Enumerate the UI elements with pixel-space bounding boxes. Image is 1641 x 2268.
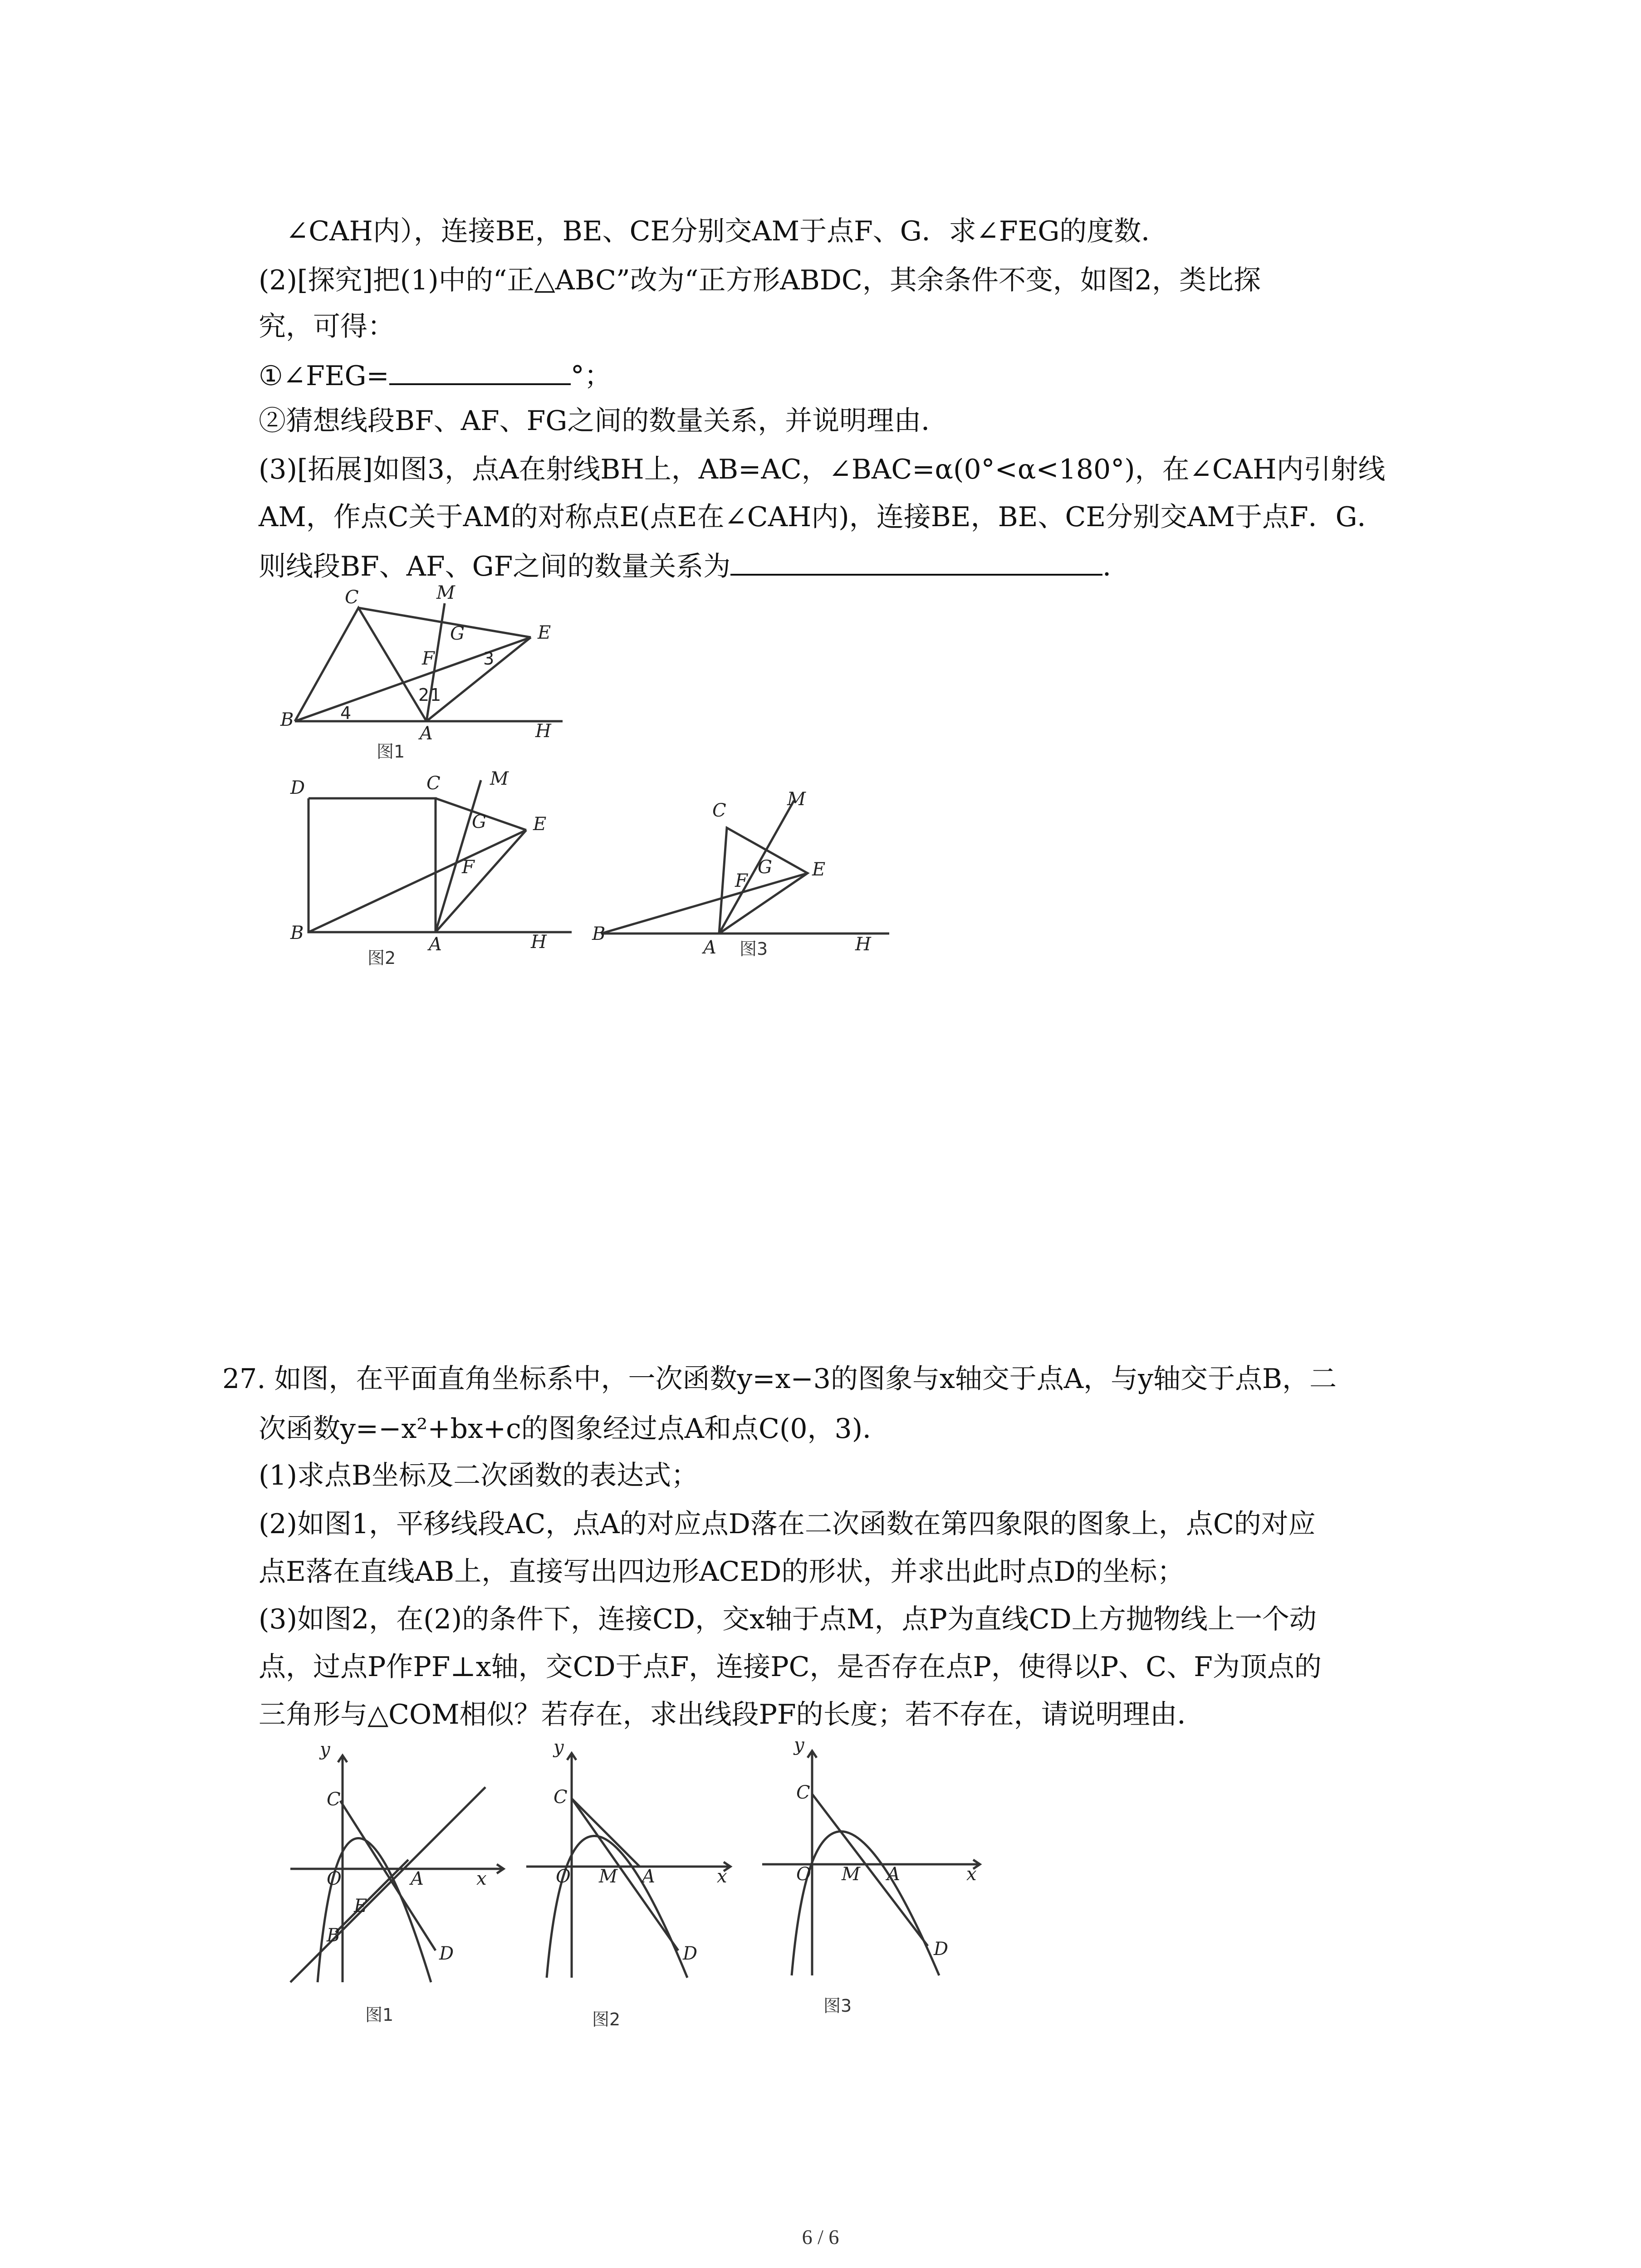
q27-line4: (2)如图1，平移线段AC，点A的对应点D落在二次函数在第四象限的图象上，点C的对应 xyxy=(259,1508,1316,1540)
ray-am xyxy=(436,780,481,932)
segment-ae xyxy=(436,830,526,932)
label-g: G xyxy=(450,623,465,644)
label-c: C xyxy=(327,1789,341,1810)
label-m: M xyxy=(599,1866,617,1887)
label-e: E xyxy=(533,814,547,835)
label-angle-3: 3 xyxy=(483,649,495,669)
q26-line3: 究，可得： xyxy=(259,311,395,342)
label-a: A xyxy=(642,1866,655,1887)
label-d: D xyxy=(934,1939,949,1960)
label-e: E xyxy=(354,1896,367,1916)
label-o: O xyxy=(556,1866,571,1887)
q27-figure-1 xyxy=(281,1739,508,2038)
q27-figure-2 xyxy=(517,1737,735,2034)
figure-caption: 图1 xyxy=(377,742,405,762)
q27-line6: (3)如图2，在(2)的条件下，连接CD，交x轴于点M，点P为直线CD上方抛物线上一个动 xyxy=(259,1603,1317,1635)
label-x: x xyxy=(476,1868,487,1889)
label-c: C xyxy=(345,587,359,608)
label-y: y xyxy=(794,1735,804,1755)
label-angle-2: 2 xyxy=(418,685,430,705)
label-e: E xyxy=(538,622,551,643)
segment-be xyxy=(309,830,526,932)
line-ab xyxy=(290,1787,485,1982)
label-g: G xyxy=(472,811,486,832)
q27-line8: 三角形与△COM相似？若存在，求出线段PF的长度；若不存在，请说明理由． xyxy=(259,1699,1205,1730)
label-b: B xyxy=(327,1925,340,1946)
label-m: M xyxy=(787,789,806,810)
q26-line4-post: °； xyxy=(570,360,612,392)
label-h: H xyxy=(535,721,551,742)
label-a: A xyxy=(703,937,716,958)
label-b: B xyxy=(592,924,606,944)
label-a: A xyxy=(887,1864,900,1885)
q26-line8-post: ． xyxy=(1102,551,1130,582)
label-m: M xyxy=(436,582,455,603)
q27-line5: 点E落在直线AB上，直接写出四边形ACED的形状，并求出此时点D的坐标； xyxy=(259,1556,1185,1588)
ray-am xyxy=(719,801,794,934)
q26-figure-3 xyxy=(581,789,907,973)
q26-line5: ②猜想线段BF、AF、FG之间的数量关系，并说明理由． xyxy=(259,405,949,437)
q26-line8-pre: 则线段BF、AF、GF之间的数量关系为 xyxy=(259,551,731,582)
q26-figure-2 xyxy=(281,768,599,982)
label-f: F xyxy=(462,857,475,878)
label-a: A xyxy=(429,934,442,955)
label-f: F xyxy=(735,870,748,891)
q27-line2: 次函数y=−x²+bx+c的图象经过点A和点C(0，3)． xyxy=(259,1413,890,1445)
label-a: A xyxy=(420,723,433,744)
label-a: A xyxy=(411,1868,424,1889)
label-x: x xyxy=(717,1866,727,1887)
label-m: M xyxy=(842,1864,860,1885)
q26-line4-pre: ①∠FEG= xyxy=(259,360,389,392)
label-c: C xyxy=(426,773,441,794)
label-e: E xyxy=(812,859,826,880)
figure-caption: 图3 xyxy=(740,939,768,959)
label-d: D xyxy=(683,1943,698,1964)
q27-figure-3 xyxy=(753,1735,989,2023)
q26-figure-1 xyxy=(272,582,581,768)
figure-caption: 图1 xyxy=(365,2005,394,2025)
triangle-ace xyxy=(719,828,808,934)
label-m: M xyxy=(490,768,509,789)
q26-line7: AM，作点C关于AM的对称点E(点E在∠CAH内)，连接BE，BE、CE分别交AM于点F．G． xyxy=(259,501,1385,533)
q26-line1: ∠CAH内），连接BE，BE、CE分别交AM于点F、G．求∠FEG的度数． xyxy=(286,215,1169,247)
label-f: F xyxy=(422,648,435,669)
parabola xyxy=(547,1836,687,1978)
figure-caption: 图2 xyxy=(367,948,396,968)
label-c: C xyxy=(712,800,726,821)
triangle-abc xyxy=(295,608,426,721)
q27-line3: (1)求点B坐标及二次函数的表达式； xyxy=(259,1460,699,1491)
answer-blank-relation[interactable] xyxy=(730,547,1102,576)
q27-line1: 27. 如图，在平面直角坐标系中，一次函数y=x−3的图象与x轴交于点A，与y轴交于点B，二 xyxy=(222,1363,1337,1395)
label-y: y xyxy=(320,1739,330,1760)
label-h: H xyxy=(531,932,547,953)
segment-ca xyxy=(572,1799,640,1867)
label-h: H xyxy=(855,934,871,955)
label-y: y xyxy=(554,1737,564,1758)
segment-be xyxy=(601,873,808,934)
label-b: B xyxy=(290,923,304,943)
parabola xyxy=(792,1832,939,1976)
label-d: D xyxy=(290,777,305,798)
segment-be xyxy=(295,637,531,721)
q27-line7: 点，过点P作PF⊥x轴，交CD于点F，连接PC，是否存在点P，使得以P、C、F为顶点的 xyxy=(259,1651,1322,1683)
q26-line4 xyxy=(259,356,612,394)
label-c: C xyxy=(796,1782,810,1803)
label-x: x xyxy=(966,1864,977,1885)
figure-caption: 图3 xyxy=(823,1996,852,2016)
answer-blank-angle[interactable] xyxy=(389,356,571,385)
label-angle-1: 1 xyxy=(430,685,441,705)
segment-ce xyxy=(358,608,531,637)
page-number: 6 / 6 xyxy=(802,2225,839,2248)
label-o: O xyxy=(327,1868,342,1889)
label-o: O xyxy=(796,1864,811,1885)
q26-line6: (3)[拓展]如图3，点A在射线BH上，AB=AC，∠BAC=α(0°<α<180°)，在∠CAH内引射线 xyxy=(259,454,1386,485)
segment-cd xyxy=(572,1799,678,1950)
square-abdc xyxy=(309,798,436,932)
label-d: D xyxy=(439,1943,454,1964)
label-c: C xyxy=(554,1787,568,1808)
label-angle-4: 4 xyxy=(340,703,352,723)
segment-ae xyxy=(426,637,531,721)
segment-ed xyxy=(336,1860,408,1932)
label-b: B xyxy=(280,709,294,730)
label-g: G xyxy=(758,857,772,878)
segment-cd xyxy=(812,1794,928,1946)
figure-caption: 图2 xyxy=(592,2009,621,2029)
q26-line8 xyxy=(259,547,1130,585)
q26-line2: (2)[探究]把(1)中的“正△ABC”改为“正方形ABDC，其余条件不变，如图2，类比探 xyxy=(259,264,1261,296)
